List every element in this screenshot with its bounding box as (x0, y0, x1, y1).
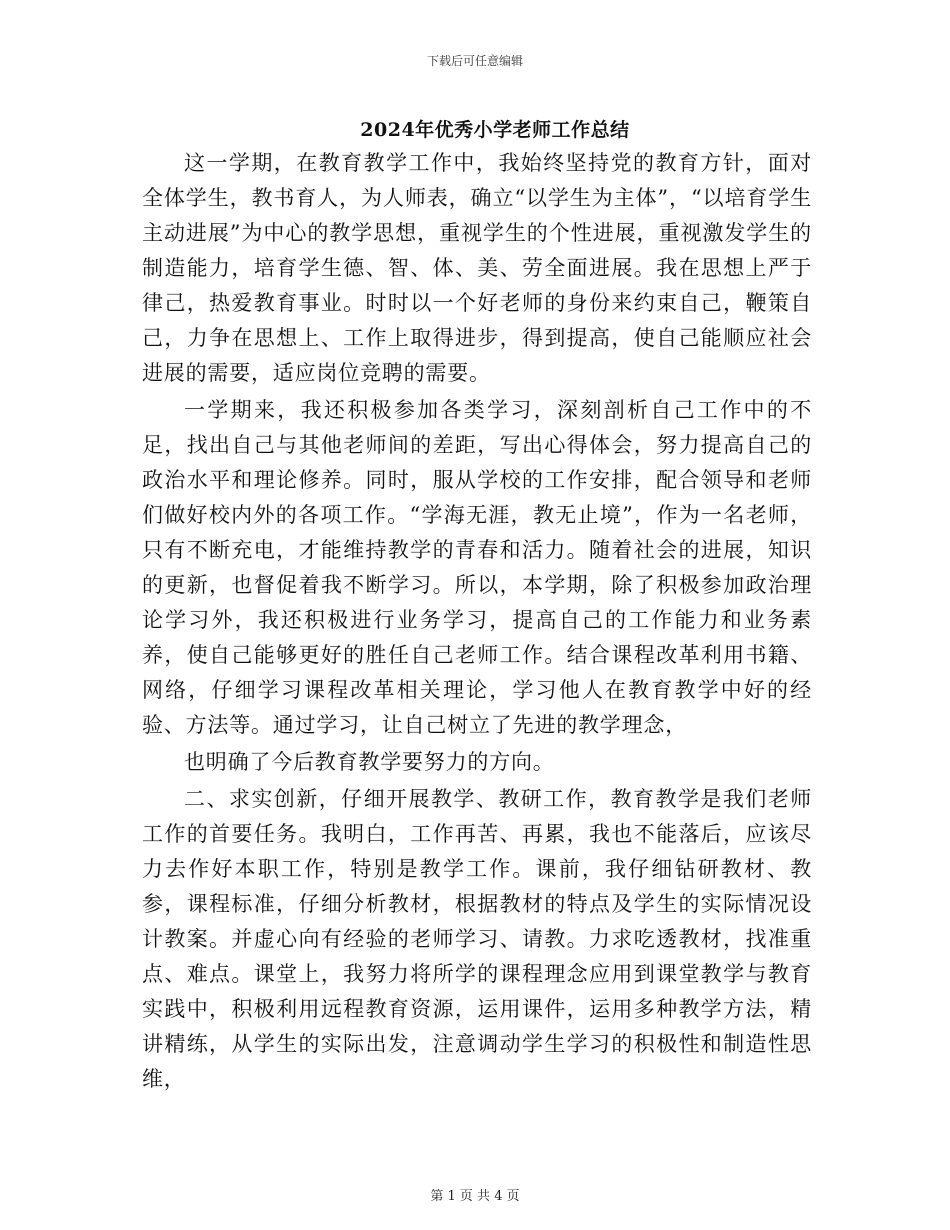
page-header-note: 下载后可任意编辑 (426, 54, 523, 68)
paragraph-4: 二、求实创新，仔细开展教学、教研工作，教育教学是我们老师工作的首要任务。我明白，工作再苦、再累，我也不能落后，应该尽力去作好本职工作，特别是教学工作。课前，我仔细钻研教材、教参，课程标准，仔细分析教材，根据教材的特点及学生的实际情况设计教案。并虚心向有经验的老师学习、请教。力求吃透教材，找准重点、难点。课堂上，我努力将所学的课程理念应用到课堂教学与教育实践中，积极利用远程教育资源，运用课件，运用多种教学方法，精讲精练，从学生的实际出发，注意调动学生学习的积极性和制造性思维， (142, 787, 812, 1091)
paragraph-3: 也明确了今后教育教学要努力的方向。 (184, 750, 555, 774)
document-title: 2024年优秀小学老师工作总结 (360, 119, 630, 141)
document-body (142, 146, 812, 1099)
paragraph-2: 一学期来，我还积极参加各类学习，深刻剖析自己工作中的不足，找出自己与其他老师间的差距，写出心得体会，努力提高自己的政治水平和理论修养。同时，服从学校的工作安排，配合领导和老师们做好校内外的各项工作。“学海无涯，教无止境”，作为一名老师，只有不断充电，才能维持教学的青春和活力。随着社会的进展，知识的更新，也督促着我不断学习。所以，本学期，除了积极参加政治理论学习外，我还积极进行业务学习，提高自己的工作能力和业务素养，使自己能够更好的胜任自己老师工作。结合课程改革利用书籍、网络，仔细学习课程改革相关理论，学习他人在教育教学中好的经验、方法等。通过学习，让自己树立了先进的教学理念， (142, 398, 812, 737)
page-number-footer: 第 1 页 共 4 页 (430, 1189, 520, 1204)
paragraph-1: 这一学期，在教育教学工作中，我始终坚持党的教育方针，面对全体学生，教书育人，为人师表，确立“以学生为主体”，“以培育学生主动进展”为中心的教学思想，重视学生的个性进展，重视激发学生的制造能力，培育学生德、智、体、美、劳全面进展。我在思想上严于律己，热爱教育事业。时时以一个好老师的身份来约束自己，鞭策自己，力争在思想上、工作上取得进步，得到提高，使自己能顺应社会进展的需要，适应岗位竞聘的需要。 (142, 151, 812, 385)
